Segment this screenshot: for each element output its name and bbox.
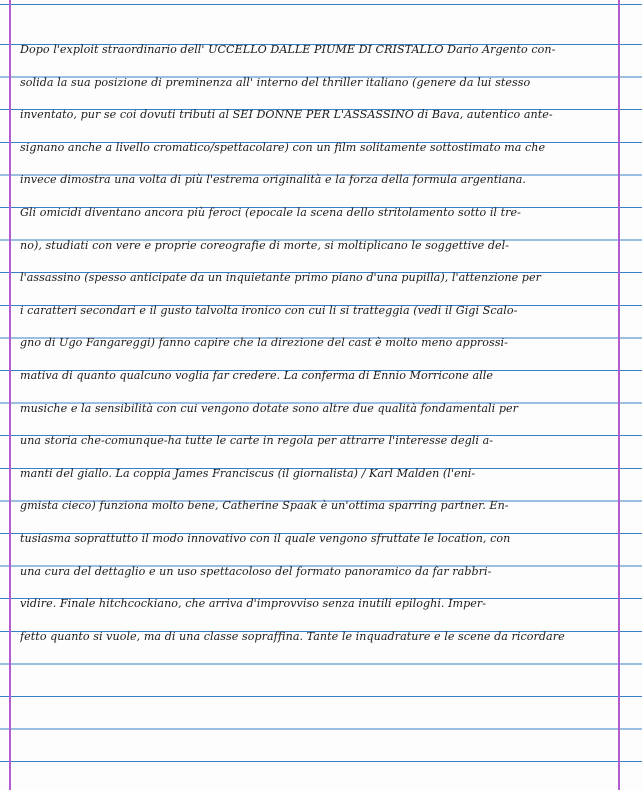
text-line-9: i caratteri secondari e il gusto talvolta ironico con cui li si tratteggia (vedi il Gigi Scalo- (20, 303, 518, 317)
text-line-3: inventato, pur se coi dovuti tributi al SEI DONNE PER L'ASSASSINO di Bava, autentico ante- (20, 108, 553, 122)
text-line-11: mativa di quanto qualcuno voglia far credere. La conferma di Ennio Morricone alle (20, 368, 493, 382)
text-line-2: solida la sua posizione di preminenza all' interno del thriller italiano (genere da lui stesso (20, 75, 531, 89)
text-line-8: l'assassino (spesso anticipate da un inquietante primo piano d'una pupilla), l'attenzione per (20, 271, 541, 285)
left-margin-line (9, 0, 11, 790)
text-line-16: tusiasma soprattutto il modo innovativo con il quale vengono sfruttate le location, con (20, 531, 511, 545)
text-line-14: manti del giallo. La coppia James Franciscus (il giornalista) / Karl Malden (l'eni- (20, 466, 476, 480)
text-line-12: musiche e la sensibilità con cui vengono dotate sono altre due qualità fondamentali per (20, 401, 519, 415)
text-line-5: invece dimostra una volta di più l'estrema originalità e la forza della formula argentiana. (20, 173, 527, 187)
text-line-13: una storia che-comunque-ha tutte le carte in regola per attrarre l'interesse degli a- (20, 434, 494, 448)
text-line-4: signano anche a livello cromatico/spettacolare) con un film solitamente sottostimato ma che (20, 140, 546, 154)
text-line-18: vidire. Finale hitchcockiano, che arriva d'improvviso senza inutili epiloghi. Imper- (20, 597, 487, 611)
text-line-10: gno di Ugo Fangareggi) fanno capire che la direzione del cast è molto meno approssi- (20, 336, 508, 350)
text-line-6: Gli omicidi diventano ancora più feroci (epocale la scena dello stritolamento sotto il tre- (20, 205, 521, 219)
text-line-15: gmista cieco) funziona molto bene, Catherine Spaak è un'ottima sparring partner. En- (20, 499, 509, 513)
handwritten-review-text (20, 34, 622, 653)
text-line-7: no), studiati con vere e proprie coreografie di morte, si moltiplicano le soggettive del- (20, 238, 510, 252)
text-line-1: Dopo l'exploit straordinario dell' UCCELLO DALLE PIUME DI CRISTALLO Dario Argento con- (20, 43, 556, 56)
text-line-17: una cura del dettaglio e un uso spettacoloso del formato panoramico da far rabbri- (20, 564, 492, 578)
text-line-19: fetto quanto si vuole, ma di una classe sopraffina. Tante le inquadrature e le scene da ricordare (20, 629, 565, 643)
